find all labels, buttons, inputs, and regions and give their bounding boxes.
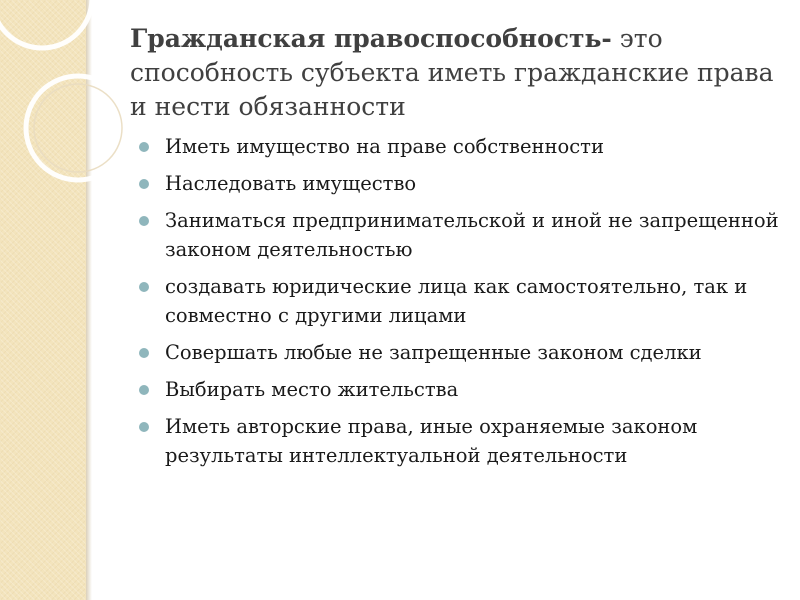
list-item-text: Заниматься предпринимательской и иной не запрещенной законом деятельностью bbox=[165, 209, 779, 261]
list-item-text: создавать юридические лица как самостоятельно, так и совместно с другими лицами bbox=[165, 275, 748, 327]
decorative-ring-middle bbox=[26, 76, 130, 180]
list-item bbox=[130, 132, 780, 161]
list-item bbox=[130, 338, 780, 367]
list-item-text: Совершать любые не запрещенные законом сделки bbox=[165, 341, 702, 364]
bullet-dot-icon bbox=[139, 282, 149, 292]
list-item-text: Выбирать место жительства bbox=[165, 378, 459, 401]
list-item bbox=[130, 375, 780, 404]
list-item bbox=[130, 412, 780, 470]
bullet-dot-icon bbox=[139, 142, 149, 152]
slide-title bbox=[130, 22, 780, 124]
slide-content bbox=[130, 22, 780, 478]
bullet-list bbox=[130, 132, 780, 470]
list-item-text: Иметь авторские права, иные охраняемые законом результаты интеллектуальной деятельности bbox=[165, 415, 698, 467]
title-definition: это способность субъекта иметь гражданские права и нести обязанности bbox=[130, 24, 774, 121]
bullet-dot-icon bbox=[139, 385, 149, 395]
bullet-dot-icon bbox=[139, 422, 149, 432]
list-item bbox=[130, 169, 780, 198]
decorative-ring-top bbox=[0, 0, 92, 48]
bullet-dot-icon bbox=[139, 348, 149, 358]
bullet-dot-icon bbox=[139, 216, 149, 226]
title-term: Гражданская правоспособность- bbox=[130, 24, 612, 53]
bullet-dot-icon bbox=[139, 179, 149, 189]
list-item bbox=[130, 272, 780, 330]
list-item-text: Иметь имущество на праве собственности bbox=[165, 135, 604, 158]
list-item bbox=[130, 206, 780, 264]
list-item-text: Наследовать имущество bbox=[165, 172, 417, 195]
decorative-ring-middle-inner bbox=[34, 84, 122, 172]
